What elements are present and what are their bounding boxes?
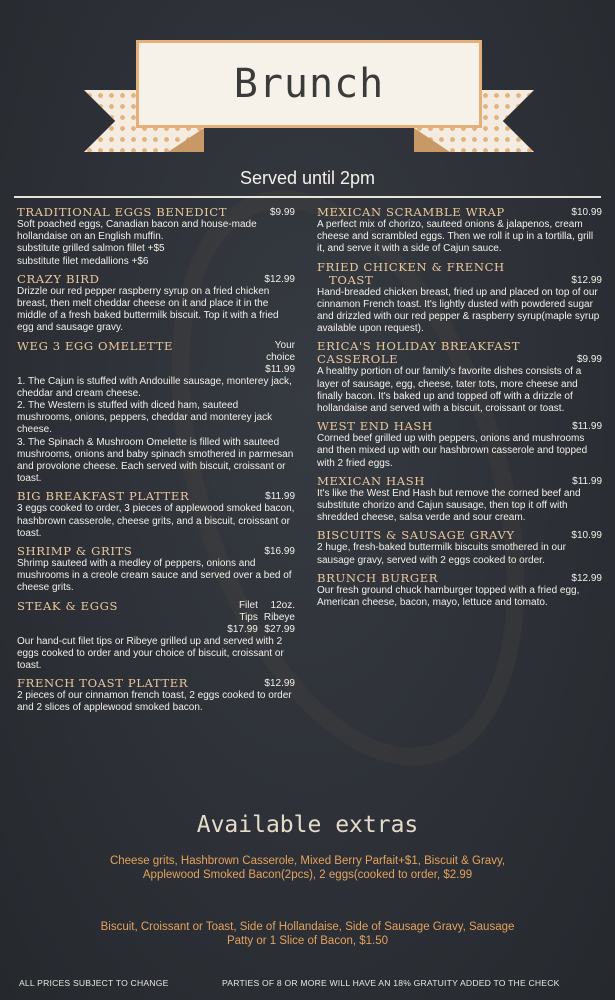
item-option: substitute grilled salmon fillet +$5 xyxy=(17,243,165,255)
item-description: Our fresh ground chuck hamburger topped with a fried egg, American cheese, bacon, mayo, lettuce and tomato. xyxy=(317,584,580,609)
ribeye-size: 12oz. xyxy=(270,599,295,611)
menu-column-right xyxy=(317,206,602,614)
menu-item xyxy=(317,340,602,415)
menu-item xyxy=(17,340,295,486)
item-price: $9.99 xyxy=(576,354,602,366)
extras-list-basic: Biscuit, Croissant or Toast, Side of Hollandaise, Side of Sausage Gravy, Sausage Patty or 1 Slice of Bacon, $1.50 xyxy=(100,921,515,947)
item-price: $12.99 xyxy=(571,274,602,286)
item-description: A perfect mix of chorizo, sauteed onions & jalapenos, cream cheese and scrambled eggs. Then we roll it up in a tortilla, grill it, and serve it with a side of Cajun sauce. xyxy=(317,219,594,255)
extras-list-premium: Cheese grits, Hashbrown Casserole, Mixed Berry Parfait+$1, Biscuit & Gravy, Applewood Smoked Bacon(2pcs), 2 eggs(cooked to order, $2.99 xyxy=(109,855,506,881)
menu-item xyxy=(17,206,295,268)
item-price: $11.99 xyxy=(572,421,602,433)
item-price: $11.99 xyxy=(265,491,295,503)
item-name: BIG BREAKFAST PLATTER xyxy=(17,489,190,504)
item-name-cont: TOAST xyxy=(329,272,374,287)
tips-label: Tips xyxy=(239,611,258,623)
item-name: FRIED CHICKEN & FRENCH xyxy=(317,259,505,274)
divider-line xyxy=(14,196,601,198)
item-price: $16.99 xyxy=(264,546,295,558)
item-name: FRENCH TOAST PLATTER xyxy=(17,676,189,691)
extras-title: Available extras xyxy=(196,812,419,838)
menu-item xyxy=(317,475,602,525)
menu-item xyxy=(17,677,295,714)
item-description: Our hand-cut filet tips or Ribeye grilled up and served with 2 eggs cooked to order and your choice of biscuit, croissant or toast. xyxy=(17,635,284,672)
item-name: WEG 3 EGG OMELETTE xyxy=(17,338,174,353)
item-description: 3. The Spinach & Mushroom Omelette is filled with sauteed mushrooms, onions and baby spinach smothered in parmesan and provolone cheese. Each served with biscuit, croissant or toast. xyxy=(17,436,294,485)
item-price: $12.99 xyxy=(264,273,295,285)
choice-label: choice xyxy=(266,351,295,363)
footer-price-notice: ALL PRICES SUBJECT TO CHANGE xyxy=(19,978,169,988)
item-option: substitute filet medallions +$6 xyxy=(17,255,149,267)
menu-item xyxy=(317,420,602,470)
item-description: 1. The Cajun is stuffed with Andouille sausage, monterey jack, cheddar and cream cheese. xyxy=(17,375,292,399)
item-name: SHRIMP & GRITS xyxy=(17,544,133,559)
item-description: 2 pieces of our cinnamon french toast, 2 eggs cooked to order and 2 slices of applewood smoked bacon. xyxy=(17,690,292,714)
item-price: $10.99 xyxy=(571,207,602,218)
item-description: 2. The Western is stuffed with diced ham, sauteed mushrooms, onions, peppers, cheddar and monterey jack cheese. xyxy=(17,400,273,436)
item-price: $11.99 xyxy=(572,475,602,487)
item-description: A healthy portion of our family's favorite dishes consists of a layer of sausage, egg, cheese, tater tots, more cheese and finally bacon. It's baked up and topped off with a drizzle of hollandaise and served with a biscuit, croissant or toast. xyxy=(317,366,582,415)
menu-item xyxy=(17,273,295,335)
item-description: Corned beef grilled up with peppers, onions and mushrooms and then mixed up with our hashbrown casserole and topped with 2 fried eggs. xyxy=(317,433,588,469)
item-description: It's like the West End Hash but remove the corned beef and substitute chorizo and Cajun sausage, then top it off with shredded cheese, salsa verde and sour cream. xyxy=(317,487,581,524)
item-price-block xyxy=(227,600,295,636)
item-description: Hand-breaded chicken breast, fried up and placed on top of our cinnamon French toast. It's lightly dusted with powdered sugar and drizzled with our red pepper & raspberry syrup(maple syrup available upon request). xyxy=(317,286,600,335)
ribbon-main xyxy=(136,40,482,128)
menu-item xyxy=(317,261,602,336)
item-description: Shrimp sauteed with a medley of peppers, onions and mushrooms in a creole cream sauce and served over a bed of cheese grits. xyxy=(17,558,292,594)
item-description: Soft poached eggs, Canadian bacon and house-made hollandaise on an English muffin. xyxy=(17,219,257,243)
item-price-block xyxy=(265,340,295,376)
item-name: BRUNCH BURGER xyxy=(317,570,439,585)
choice-label: Your xyxy=(274,339,295,351)
filet-label: Filet xyxy=(238,599,258,611)
menu-item xyxy=(17,490,295,540)
menu-item xyxy=(17,545,295,595)
item-description: Drizzle our red pepper raspberry syrup on a fried chicken breast, then melt cheddar cheese on it and place it in the middle of a fresh baked buttermilk biscuit. Top it with a fried egg and sausage gravy. xyxy=(17,285,279,334)
menu-item xyxy=(317,572,602,609)
menu-item xyxy=(17,600,295,673)
menu-item xyxy=(317,529,602,566)
item-price: $10.99 xyxy=(571,530,602,542)
item-name: WEST END HASH xyxy=(317,419,433,434)
item-name: STEAK & EGGS xyxy=(17,598,118,613)
title-banner xyxy=(84,28,534,168)
menu-item xyxy=(317,206,602,256)
ribeye-label: Ribeye xyxy=(263,611,295,623)
item-name-cont: CASSEROLE xyxy=(317,352,399,367)
item-price: $11.99 xyxy=(265,363,295,375)
item-price: $12.99 xyxy=(264,678,295,690)
item-name: MEXICAN SCRAMBLE WRAP xyxy=(317,205,505,219)
page-title: Brunch xyxy=(233,61,385,107)
item-name: BISCUITS & SAUSAGE GRAVY xyxy=(317,528,515,543)
item-description: 2 huge, fresh-baked buttermilk biscuits smothered in our sausage gravy, served with 2 eggs cooked to order. xyxy=(317,542,567,566)
item-name: TRADITIONAL EGGS BENEDICT xyxy=(17,205,228,219)
menu-column-left xyxy=(17,206,295,720)
filet-price: $17.99 xyxy=(227,623,258,635)
served-until: Served until 2pm xyxy=(239,168,376,188)
item-name: MEXICAN HASH xyxy=(317,473,425,488)
item-name: ERICA'S HOLIDAY BREAKFAST xyxy=(317,339,521,354)
item-price: $12.99 xyxy=(571,572,602,584)
footer-gratuity-notice: PARTIES OF 8 OR MORE WILL HAVE AN 18% GRATUITY ADDED TO THE CHECK xyxy=(222,978,560,988)
item-description: 3 eggs cooked to order, 3 pieces of applewood smoked bacon, hashbrown casserole, cheese grits, and a biscuit, croissant or toast. xyxy=(17,503,295,539)
item-name: CRAZY BIRD xyxy=(17,271,100,286)
ribeye-price: $27.99 xyxy=(264,623,295,635)
item-price: $9.99 xyxy=(269,207,295,218)
